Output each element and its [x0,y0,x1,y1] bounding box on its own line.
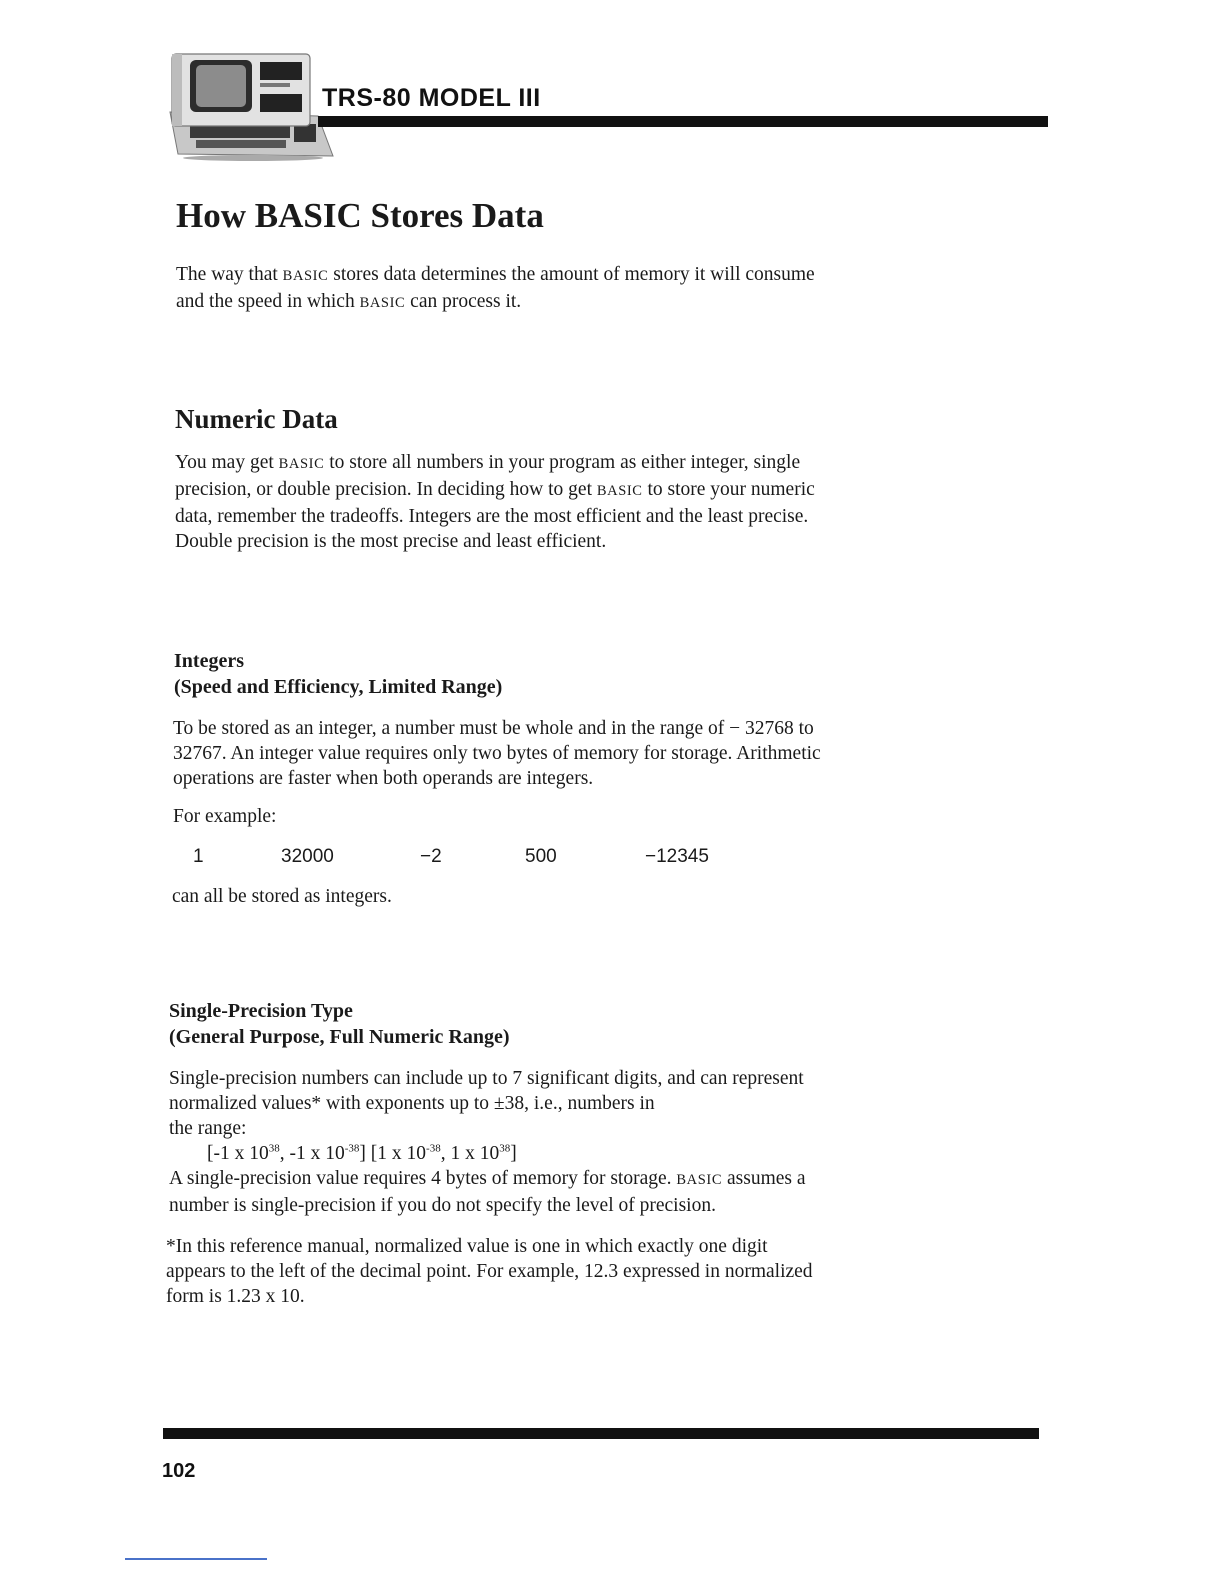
numeric-line-4: Double precision is the most precise and least efficient. [175,531,607,552]
range-expression: [-1 x $10^{38}$, -1 x $10^{-38}$] [1 x $10^{-38}$, 1 x $10^{38}$] [207,1142,517,1164]
integers-line-1: To be stored as an integer, a number must be whole and in the range of − 32768 to [173,718,814,739]
trs80-computer-icon [168,50,338,162]
page-title: How BASIC Stores Data [176,196,544,235]
intro-line-1: The way that BASIC stores data determines the amount of memory it will consume [176,264,815,285]
numeric-data-heading: Numeric Data [175,404,338,434]
bottom-link-underline [125,1558,267,1560]
example-value: 500 [525,846,557,867]
example-value: 1 [193,846,204,867]
footer-rule [163,1428,1039,1439]
intro-paragraph [176,262,815,316]
example-label: For example: [173,806,277,827]
footnote-line-3: form is 1.23 x 10. [166,1286,305,1307]
integers-paragraph [173,716,821,791]
single-precision-heading [169,998,510,1050]
single-line-3: the range: [169,1118,247,1139]
integers-line-3: operations are faster when both operands are integers. [173,768,594,789]
integers-heading [174,648,502,700]
example-value: −2 [420,846,442,867]
single-line-2: normalized values* with exponents up to ±38, i.e., numbers in [169,1093,655,1114]
numeric-line-1: You may get BASIC to store all numbers in your program as either integer, single [175,452,801,473]
header-rule [318,116,1048,127]
numeric-line-3: data, remember the tradeoffs. Integers are the most efficient and the least precise. [175,506,809,527]
numeric-data-paragraph [175,450,815,554]
example-value: 32000 [281,846,334,867]
footnote [166,1234,813,1309]
integers-after: can all be stored as integers. [172,886,392,907]
intro-line-2: and the speed in which BASIC can process it. [176,291,522,312]
integers-heading-line-1: Integers [174,650,244,672]
single-heading-line-1: Single-Precision Type [169,1000,353,1022]
single-line-1: Single-precision numbers can include up to 7 significant digits, and can represent [169,1068,804,1089]
example-value: −12345 [645,846,709,867]
footnote-line-1: *In this reference manual, normalized value is one in which exactly one digit [166,1236,768,1257]
single-line-4: A single-precision value requires 4 bytes of memory for storage. BASIC assumes a [169,1168,806,1189]
header-title: TRS-80 MODEL III [322,84,541,112]
footnote-line-2: appears to the left of the decimal point. For example, 12.3 expressed in normalized [166,1261,813,1282]
single-precision-paragraph [169,1066,806,1218]
page-number: 102 [162,1460,196,1482]
single-line-5: number is single-precision if you do not specify the level of precision. [169,1195,716,1216]
single-heading-line-2: (General Purpose, Full Numeric Range) [169,1026,510,1048]
integers-line-2: 32767. An integer value requires only two bytes of memory for storage. Arithmetic [173,743,821,764]
integers-heading-line-2: (Speed and Efficiency, Limited Range) [174,676,503,698]
numeric-line-2: precision, or double precision. In deciding how to get BASIC to store your numeric [175,479,815,500]
